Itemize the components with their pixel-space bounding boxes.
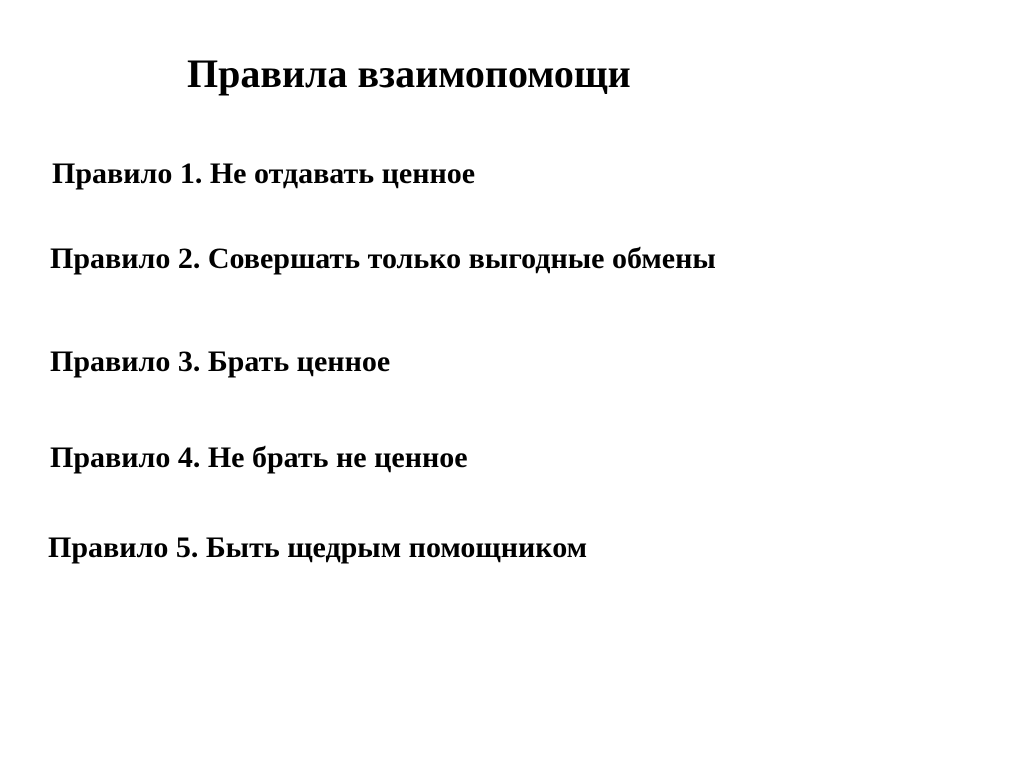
rule-5: Правило 5. Быть щедрым помощником: [48, 531, 588, 564]
rule-4: Правило 4. Не брать не ценное: [50, 441, 468, 474]
rule-1: Правило 1. Не отдавать ценное: [52, 157, 476, 190]
slide-title: Правила взаимопомощи: [187, 51, 631, 96]
rule-2: Правило 2. Совершать только выгодные обмены: [50, 242, 716, 275]
rule-3: Правило 3. Брать ценное: [50, 345, 391, 378]
